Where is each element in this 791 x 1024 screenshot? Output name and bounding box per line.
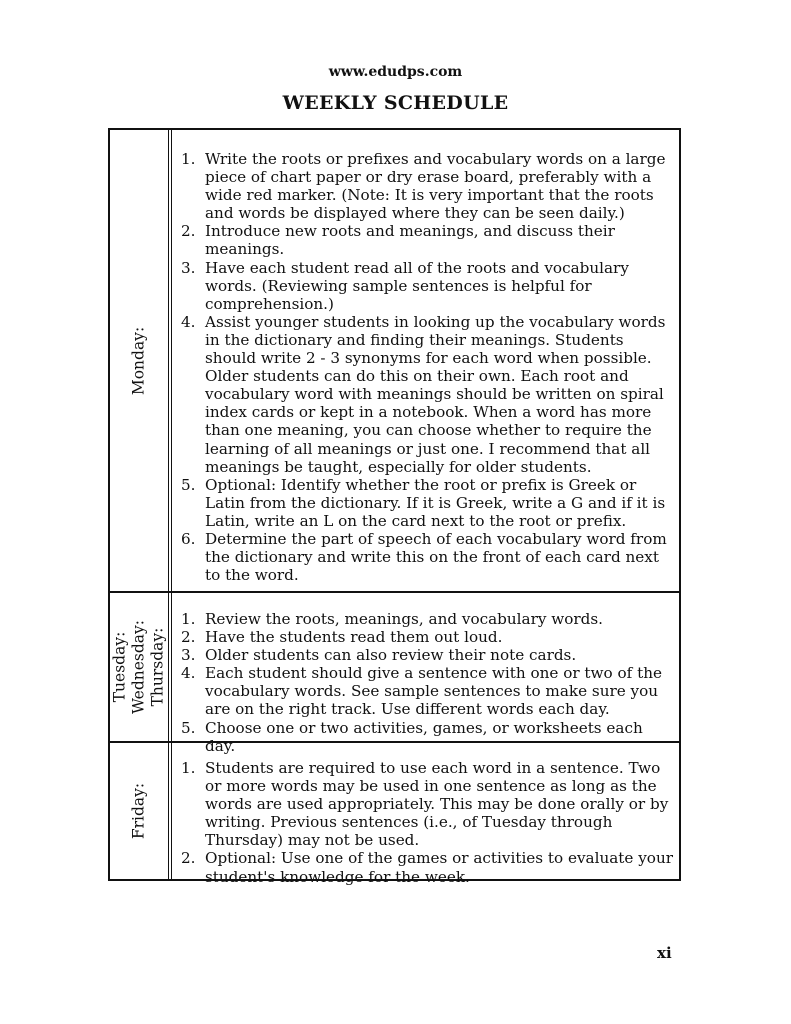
schedule-row-tuesday-thursday	[110, 591, 679, 755]
item-number: 2.	[181, 628, 196, 647]
item-number: 1.	[181, 759, 196, 777]
item-number: 3.	[181, 646, 196, 665]
list-item	[181, 530, 675, 584]
list-item	[181, 313, 675, 476]
item-number: 1.	[181, 150, 196, 168]
list-item	[181, 610, 675, 628]
item-number: 6.	[181, 529, 196, 548]
list-item	[181, 476, 675, 530]
day-name: Wednesday:	[129, 619, 148, 715]
day-content-monday	[176, 130, 679, 591]
website-url: www.edudps.com	[328, 64, 463, 80]
item-number: 4.	[181, 312, 196, 331]
page-title: WEEKLY SCHEDULE	[282, 92, 509, 114]
item-number: 5.	[181, 718, 196, 737]
day-name: Thursday:	[148, 627, 167, 707]
item-number: 5.	[181, 475, 196, 494]
list-item	[181, 664, 675, 718]
item-text: Students are required to use each word in a sentence. Two or more words may be used in one sentence as long as the words are used appropriately. This may be done orally or by writing. Previous sentences (i.e., of Tuesday through Thursday) may not be used.	[205, 759, 669, 850]
day-cell-monday	[110, 130, 172, 591]
day-label-monday	[130, 326, 149, 394]
page-number: xi	[657, 944, 672, 962]
item-number: 2.	[181, 849, 196, 868]
instruction-list	[181, 150, 675, 584]
instruction-list	[181, 759, 675, 886]
item-number: 3.	[181, 258, 196, 277]
item-text: Assist younger students in looking up the vocabulary words in the dictionary and finding their meanings. Students should write 2 - 3 synonyms for each word when possible. Older students can do this on their own. Each root and vocabulary word with meanings should be written on spiral index cards or kept in a notebook. When a word has more than one meaning, you can choose whether to require the learning of all meanings or just one. I recommend that all meanings be taught, especially for older students.	[205, 312, 666, 476]
list-item	[181, 222, 675, 258]
list-item	[181, 150, 675, 222]
item-text: Optional: Use one of the games or activities to evaluate your student's knowledge for the week.	[205, 849, 673, 886]
day-name: Monday:	[129, 326, 148, 395]
day-cell-friday	[110, 743, 172, 879]
day-name: Tuesday:	[110, 631, 129, 703]
schedule-row-friday	[110, 741, 679, 886]
item-text: Write the roots or prefixes and vocabulary words on a large piece of chart paper or dry erase board, preferably with a wide red marker. (Note: It is very important that the roots and words be displayed where they can be seen daily.)	[205, 150, 666, 223]
day-content-friday	[176, 743, 679, 886]
item-text: Have the students read them out loud.	[205, 628, 503, 647]
item-text: Choose one or two activities, games, or worksheets each day.	[205, 718, 643, 755]
item-text: Optional: Identify whether the root or prefix is Greek or Latin from the dictionary. If it is Greek, write a G and if it is Latin, write an L on the card next to the root or prefix.	[205, 475, 666, 530]
list-item	[181, 259, 675, 313]
day-label-friday	[130, 783, 149, 839]
list-item	[181, 759, 675, 849]
day-cell-tuesday-thursday	[110, 593, 172, 741]
item-number: 4.	[181, 664, 196, 683]
list-item	[181, 628, 675, 646]
item-number: 1.	[181, 610, 196, 628]
list-item	[181, 849, 675, 885]
day-content-tuesday-thursday	[176, 593, 679, 755]
weekly-schedule-table	[108, 128, 681, 886]
item-text: Older students can also review their note cards.	[205, 646, 577, 665]
item-number: 2.	[181, 222, 196, 241]
list-item	[181, 646, 675, 664]
item-text: Introduce new roots and meanings, and discuss their meanings.	[205, 222, 615, 259]
day-name: Friday:	[129, 782, 148, 840]
item-text: Review the roots, meanings, and vocabulary words.	[205, 610, 604, 628]
item-text: Determine the part of speech of each vocabulary word from the dictionary and write this on the front of each card next to the word.	[205, 529, 667, 585]
item-text: Each student should give a sentence with one or two of the vocabulary words. See sample sentences to make sure you are on the right track. Use different words each day.	[205, 664, 662, 719]
item-text: Have each student read all of the roots and vocabulary words. (Reviewing sample sentences is helpful for comprehension.)	[205, 258, 629, 313]
schedule-row-monday	[110, 130, 679, 591]
day-label-tuesday-thursday	[111, 620, 168, 714]
instruction-list	[181, 610, 675, 755]
